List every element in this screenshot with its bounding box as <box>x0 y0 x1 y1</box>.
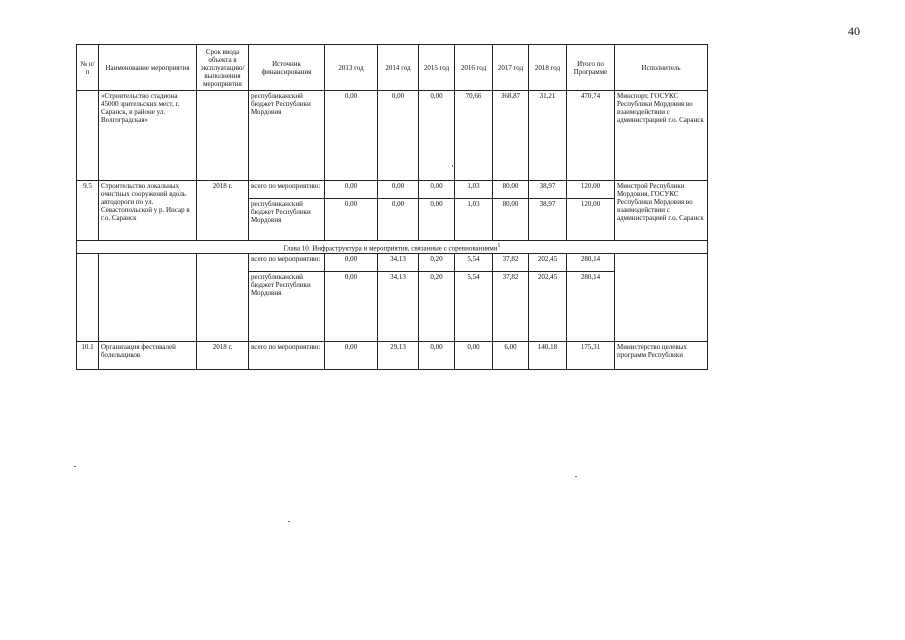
row1-2014: 0,00 <box>378 91 419 181</box>
row3a-2014: 34,13 <box>378 254 419 272</box>
row2b-2013: 0,00 <box>325 199 378 241</box>
row4-2017: 6,00 <box>493 342 529 370</box>
table-row <box>77 91 708 181</box>
row3a-2017: 37,82 <box>493 254 529 272</box>
row4-total: 175,31 <box>567 342 615 370</box>
table-row <box>77 342 708 370</box>
row1-name: «Строительство стадиона 45000 зрительских мест, г. Саранск, в районе ул. Волгоградская» <box>99 91 197 181</box>
row2a-2016: 1,03 <box>455 181 493 199</box>
row4-2015: 0,00 <box>419 342 455 370</box>
row1-2018: 31,21 <box>529 91 567 181</box>
row2-term: 2018 г. <box>197 181 249 241</box>
header-2016: 2016 год <box>455 45 493 91</box>
row3a-2015: 0,20 <box>419 254 455 272</box>
row2b-2016: 1,03 <box>455 199 493 241</box>
row3b-2018: 202,45 <box>529 272 567 342</box>
scan-speck <box>452 165 453 167</box>
row2a-2018: 38,97 <box>529 181 567 199</box>
header-source: Источник финансирования <box>249 45 325 91</box>
row2-name: Строительство локальных очистных сооружений вдоль автодороги по ул. Севастопольской у р. Инсар в г.о. Саранск <box>99 181 197 241</box>
row1-2017: 368,87 <box>493 91 529 181</box>
row4-2013: 0,00 <box>325 342 378 370</box>
row3a-total: 280,14 <box>567 254 615 272</box>
scan-speck <box>74 466 76 467</box>
row2-num: 9.5 <box>77 181 99 241</box>
row3a-2013: 0,00 <box>325 254 378 272</box>
row1-2013: 0,00 <box>325 91 378 181</box>
row3b-2017: 37,82 <box>493 272 529 342</box>
row4-name: Организация фестивалей болельщиков <box>99 342 197 370</box>
chapter-heading-row <box>77 241 708 254</box>
table-row <box>77 254 708 272</box>
row3b-total: 280,14 <box>567 272 615 342</box>
table-row <box>77 181 708 199</box>
row1-2016: 70,66 <box>455 91 493 181</box>
row2-executor: Минстрой Республики Мордовия, ГОСУКС Республики Мордовия во взаимодействии с администрацией г.о. Саранск <box>615 181 708 241</box>
row4-2018: 140,18 <box>529 342 567 370</box>
header-total: Итого по Программе <box>567 45 615 91</box>
row1-executor: Минспорт, ГОСУКС Республики Мордовия во взаимодействии с администрацией г.о. Саранск <box>615 91 708 181</box>
row2a-2015: 0,00 <box>419 181 455 199</box>
row1-2015: 0,00 <box>419 91 455 181</box>
header-num: № п/п <box>77 45 99 91</box>
header-2017: 2017 год <box>493 45 529 91</box>
row4-term: 2018 г. <box>197 342 249 370</box>
row2b-total: 120,00 <box>567 199 615 241</box>
row2b-2018: 38,97 <box>529 199 567 241</box>
header-term: Срок ввода объекта в эксплуатацию/ выполнения мероприятия <box>197 45 249 91</box>
row2a-2014: 0,00 <box>378 181 419 199</box>
page-number: 40 <box>848 24 860 38</box>
row4-2016: 0,00 <box>455 342 493 370</box>
table-header-row <box>77 45 708 91</box>
header-2013: 2013 год <box>325 45 378 91</box>
row3-source-budget: республиканский бюджет Республики Мордовия <box>249 272 325 342</box>
row2a-2017: 80,00 <box>493 181 529 199</box>
row4-source: всего по мероприятию: <box>249 342 325 370</box>
chapter-10-title: Глава 10. Инфраструктура и мероприятия, связанные с соревнованиями$^1$ <box>77 241 708 254</box>
row4-executor: Министерство целевых программ Республики <box>615 342 708 370</box>
row3b-2016: 5,54 <box>455 272 493 342</box>
row2b-2014: 0,00 <box>378 199 419 241</box>
row3a-2016: 5,54 <box>455 254 493 272</box>
scan-speck <box>288 521 290 522</box>
row3b-2014: 34,13 <box>378 272 419 342</box>
row3-source-total: всего по мероприятию: <box>249 254 325 272</box>
row2b-2015: 0,00 <box>419 199 455 241</box>
row4-2014: 29,13 <box>378 342 419 370</box>
row3b-2013: 0,00 <box>325 272 378 342</box>
row2a-total: 120,00 <box>567 181 615 199</box>
header-2018: 2018 год <box>529 45 567 91</box>
row3b-2015: 0,20 <box>419 272 455 342</box>
scan-speck <box>575 476 577 477</box>
header-name: Наименование мероприятия <box>99 45 197 91</box>
row3a-2018: 202,45 <box>529 254 567 272</box>
row1-source: республиканский бюджет Республики Мордовия <box>249 91 325 181</box>
header-2014: 2014 год <box>378 45 419 91</box>
row2-source-budget: республиканский бюджет Республики Мордовия <box>249 199 325 241</box>
header-2015: 2015 год <box>419 45 455 91</box>
header-executor: Исполнитель <box>615 45 708 91</box>
row2b-2017: 80,00 <box>493 199 529 241</box>
row2-source-total: всего по мероприятию: <box>249 181 325 199</box>
row4-num: 10.1 <box>77 342 99 370</box>
financing-table <box>76 44 708 370</box>
row1-total: 470,74 <box>567 91 615 181</box>
row2a-2013: 0,00 <box>325 181 378 199</box>
